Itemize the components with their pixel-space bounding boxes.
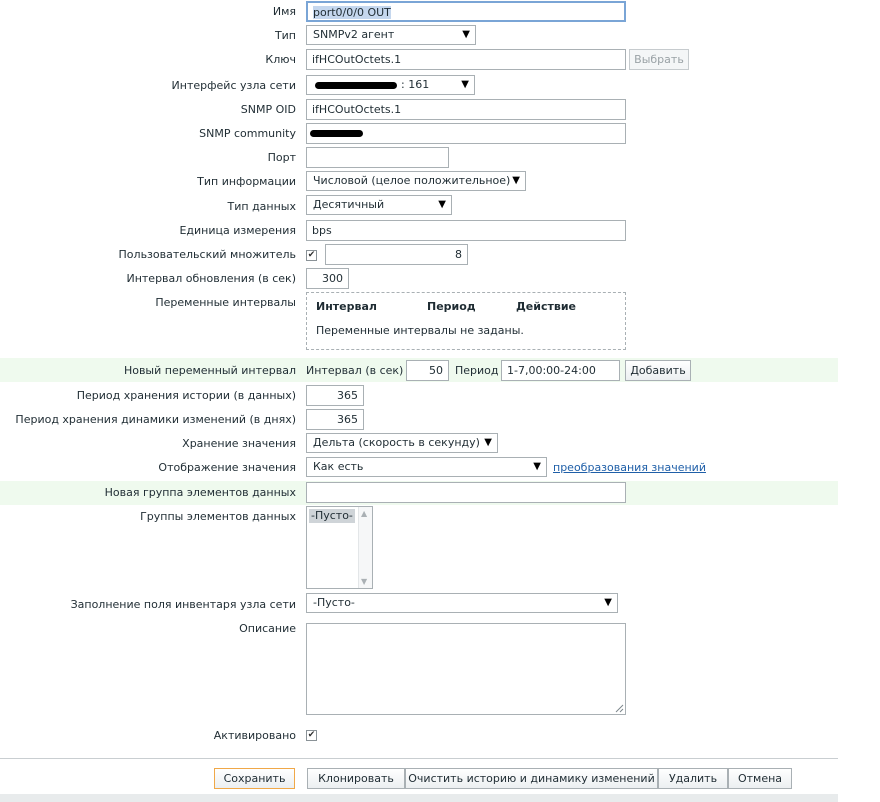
resize-grip-icon[interactable] <box>615 704 624 713</box>
chevron-down-icon: ▼ <box>533 461 541 472</box>
key-value: ifHCOutOctets.1 <box>312 53 402 66</box>
interface-port: : 161 <box>401 78 430 91</box>
update-interval-value: 300 <box>322 272 343 285</box>
new-application-input[interactable] <box>306 482 626 503</box>
trends-value: 365 <box>337 413 358 426</box>
name-value: port0/0/0 OUT <box>313 6 391 19</box>
description-textarea[interactable] <box>306 623 626 715</box>
snmp-community-input[interactable] <box>306 123 626 144</box>
inventory-value: -Пусто- <box>313 596 355 609</box>
flexible-intervals-table <box>306 292 626 350</box>
interface-label: Интерфейс узла сети <box>171 79 296 92</box>
flexible-empty-text: Переменные интервалы не заданы. <box>316 324 524 337</box>
footer-bar <box>0 794 838 802</box>
new-flexible-interval-input[interactable] <box>406 360 449 381</box>
select-key-button[interactable]: Выбрать <box>629 49 689 70</box>
new-flexible-period-value: 1-7,00:00-24:00 <box>507 364 596 377</box>
add-flexible-button[interactable]: Добавить <box>625 360 691 381</box>
enabled-label: Активировано <box>213 729 296 742</box>
snmp-oid-label: SNMP OID <box>240 103 296 116</box>
flexible-intervals-label: Переменные интервалы <box>155 296 296 309</box>
port-label: Порт <box>267 151 296 164</box>
check-icon: ✔ <box>307 250 316 260</box>
units-input[interactable] <box>306 220 626 241</box>
applications-label: Группы элементов данных <box>140 510 296 523</box>
show-value-select[interactable] <box>306 457 547 477</box>
key-input[interactable] <box>306 49 626 70</box>
chevron-down-icon: ▼ <box>484 437 492 448</box>
chevron-down-icon: ▼ <box>604 597 612 608</box>
save-button[interactable]: Сохранить <box>214 768 295 789</box>
data-type-value: Десятичный <box>313 198 385 211</box>
chevron-down-icon: ▼ <box>462 29 470 40</box>
store-value-value: Дельта (скорость в секунду) <box>313 436 480 449</box>
data-type-select[interactable] <box>306 195 452 215</box>
redacted-community-mark <box>310 130 363 137</box>
name-label: Имя <box>272 5 296 18</box>
col-interval-header: Интервал <box>316 300 377 313</box>
new-flexible-period-label: Период <box>455 364 499 377</box>
name-input[interactable] <box>306 1 626 22</box>
multiplier-value: 8 <box>455 248 462 261</box>
footer-divider <box>0 758 838 759</box>
info-type-label: Тип информации <box>197 175 296 188</box>
multiplier-input[interactable] <box>325 244 468 265</box>
store-value-label: Хранение значения <box>182 437 296 450</box>
snmp-oid-input[interactable] <box>306 99 626 120</box>
info-type-select[interactable] <box>306 171 526 191</box>
applications-listbox[interactable] <box>306 506 373 589</box>
interface-select[interactable] <box>306 75 475 95</box>
check-icon: ✔ <box>307 730 316 740</box>
scroll-down-icon[interactable]: ▼ <box>361 577 368 586</box>
new-flexible-period-input[interactable] <box>501 360 620 381</box>
store-value-select[interactable] <box>306 433 498 453</box>
col-period-header: Период <box>427 300 476 313</box>
redacted-host-mark <box>315 82 397 89</box>
chevron-down-icon: ▼ <box>512 175 520 186</box>
scroll-up-icon[interactable]: ▲ <box>361 509 368 518</box>
enabled-checkbox[interactable] <box>306 730 317 741</box>
inventory-select[interactable] <box>306 593 618 613</box>
cancel-button[interactable]: Отмена <box>728 768 792 789</box>
delete-button[interactable]: Удалить <box>658 768 728 789</box>
history-input[interactable] <box>306 385 364 406</box>
new-application-label: Новая группа элементов данных <box>104 486 296 499</box>
port-input[interactable] <box>306 147 449 168</box>
show-value-label: Отображение значения <box>158 461 296 474</box>
applications-scrollbar[interactable] <box>358 507 372 588</box>
inventory-label: Заполнение поля инвентаря узла сети <box>70 598 296 611</box>
type-value: SNMPv2 агент <box>313 28 395 41</box>
multiplier-label: Пользовательский множитель <box>118 248 296 261</box>
description-label: Описание <box>239 622 296 635</box>
new-flexible-interval-value: 50 <box>429 364 443 377</box>
update-interval-label: Интервал обновления (в сек) <box>126 272 296 285</box>
applications-option[interactable]: -Пусто- <box>311 509 353 522</box>
units-label: Единица измерения <box>179 224 296 237</box>
units-value: bps <box>312 224 332 237</box>
data-type-label: Тип данных <box>227 200 296 213</box>
clear-history-button[interactable]: Очистить историю и динамику изменений <box>405 768 658 789</box>
info-type-value: Числовой (целое положительное) <box>313 174 511 187</box>
multiplier-checkbox[interactable] <box>306 250 317 261</box>
chevron-down-icon: ▼ <box>461 79 469 90</box>
type-label: Тип <box>274 29 296 42</box>
col-action-header: Действие <box>516 300 576 313</box>
trends-input[interactable] <box>306 409 364 430</box>
trends-label: Период хранения динамики изменений (в днях) <box>15 413 296 426</box>
chevron-down-icon: ▼ <box>438 199 446 210</box>
new-flexible-label: Новый переменный интервал <box>123 364 296 377</box>
key-label: Ключ <box>265 53 296 66</box>
snmp-oid-value: ifHCOutOctets.1 <box>312 103 402 116</box>
new-flexible-interval-label: Интервал (в сек) <box>306 364 404 377</box>
value-mapping-link[interactable]: преобразования значений <box>553 461 706 474</box>
clone-button[interactable]: Клонировать <box>307 768 405 789</box>
update-interval-input[interactable] <box>306 268 349 289</box>
history-value: 365 <box>337 389 358 402</box>
history-label: Период хранения истории (в данных) <box>76 389 296 402</box>
show-value-value: Как есть <box>313 460 364 473</box>
type-select[interactable] <box>306 25 476 45</box>
snmp-community-label: SNMP community <box>199 127 296 140</box>
